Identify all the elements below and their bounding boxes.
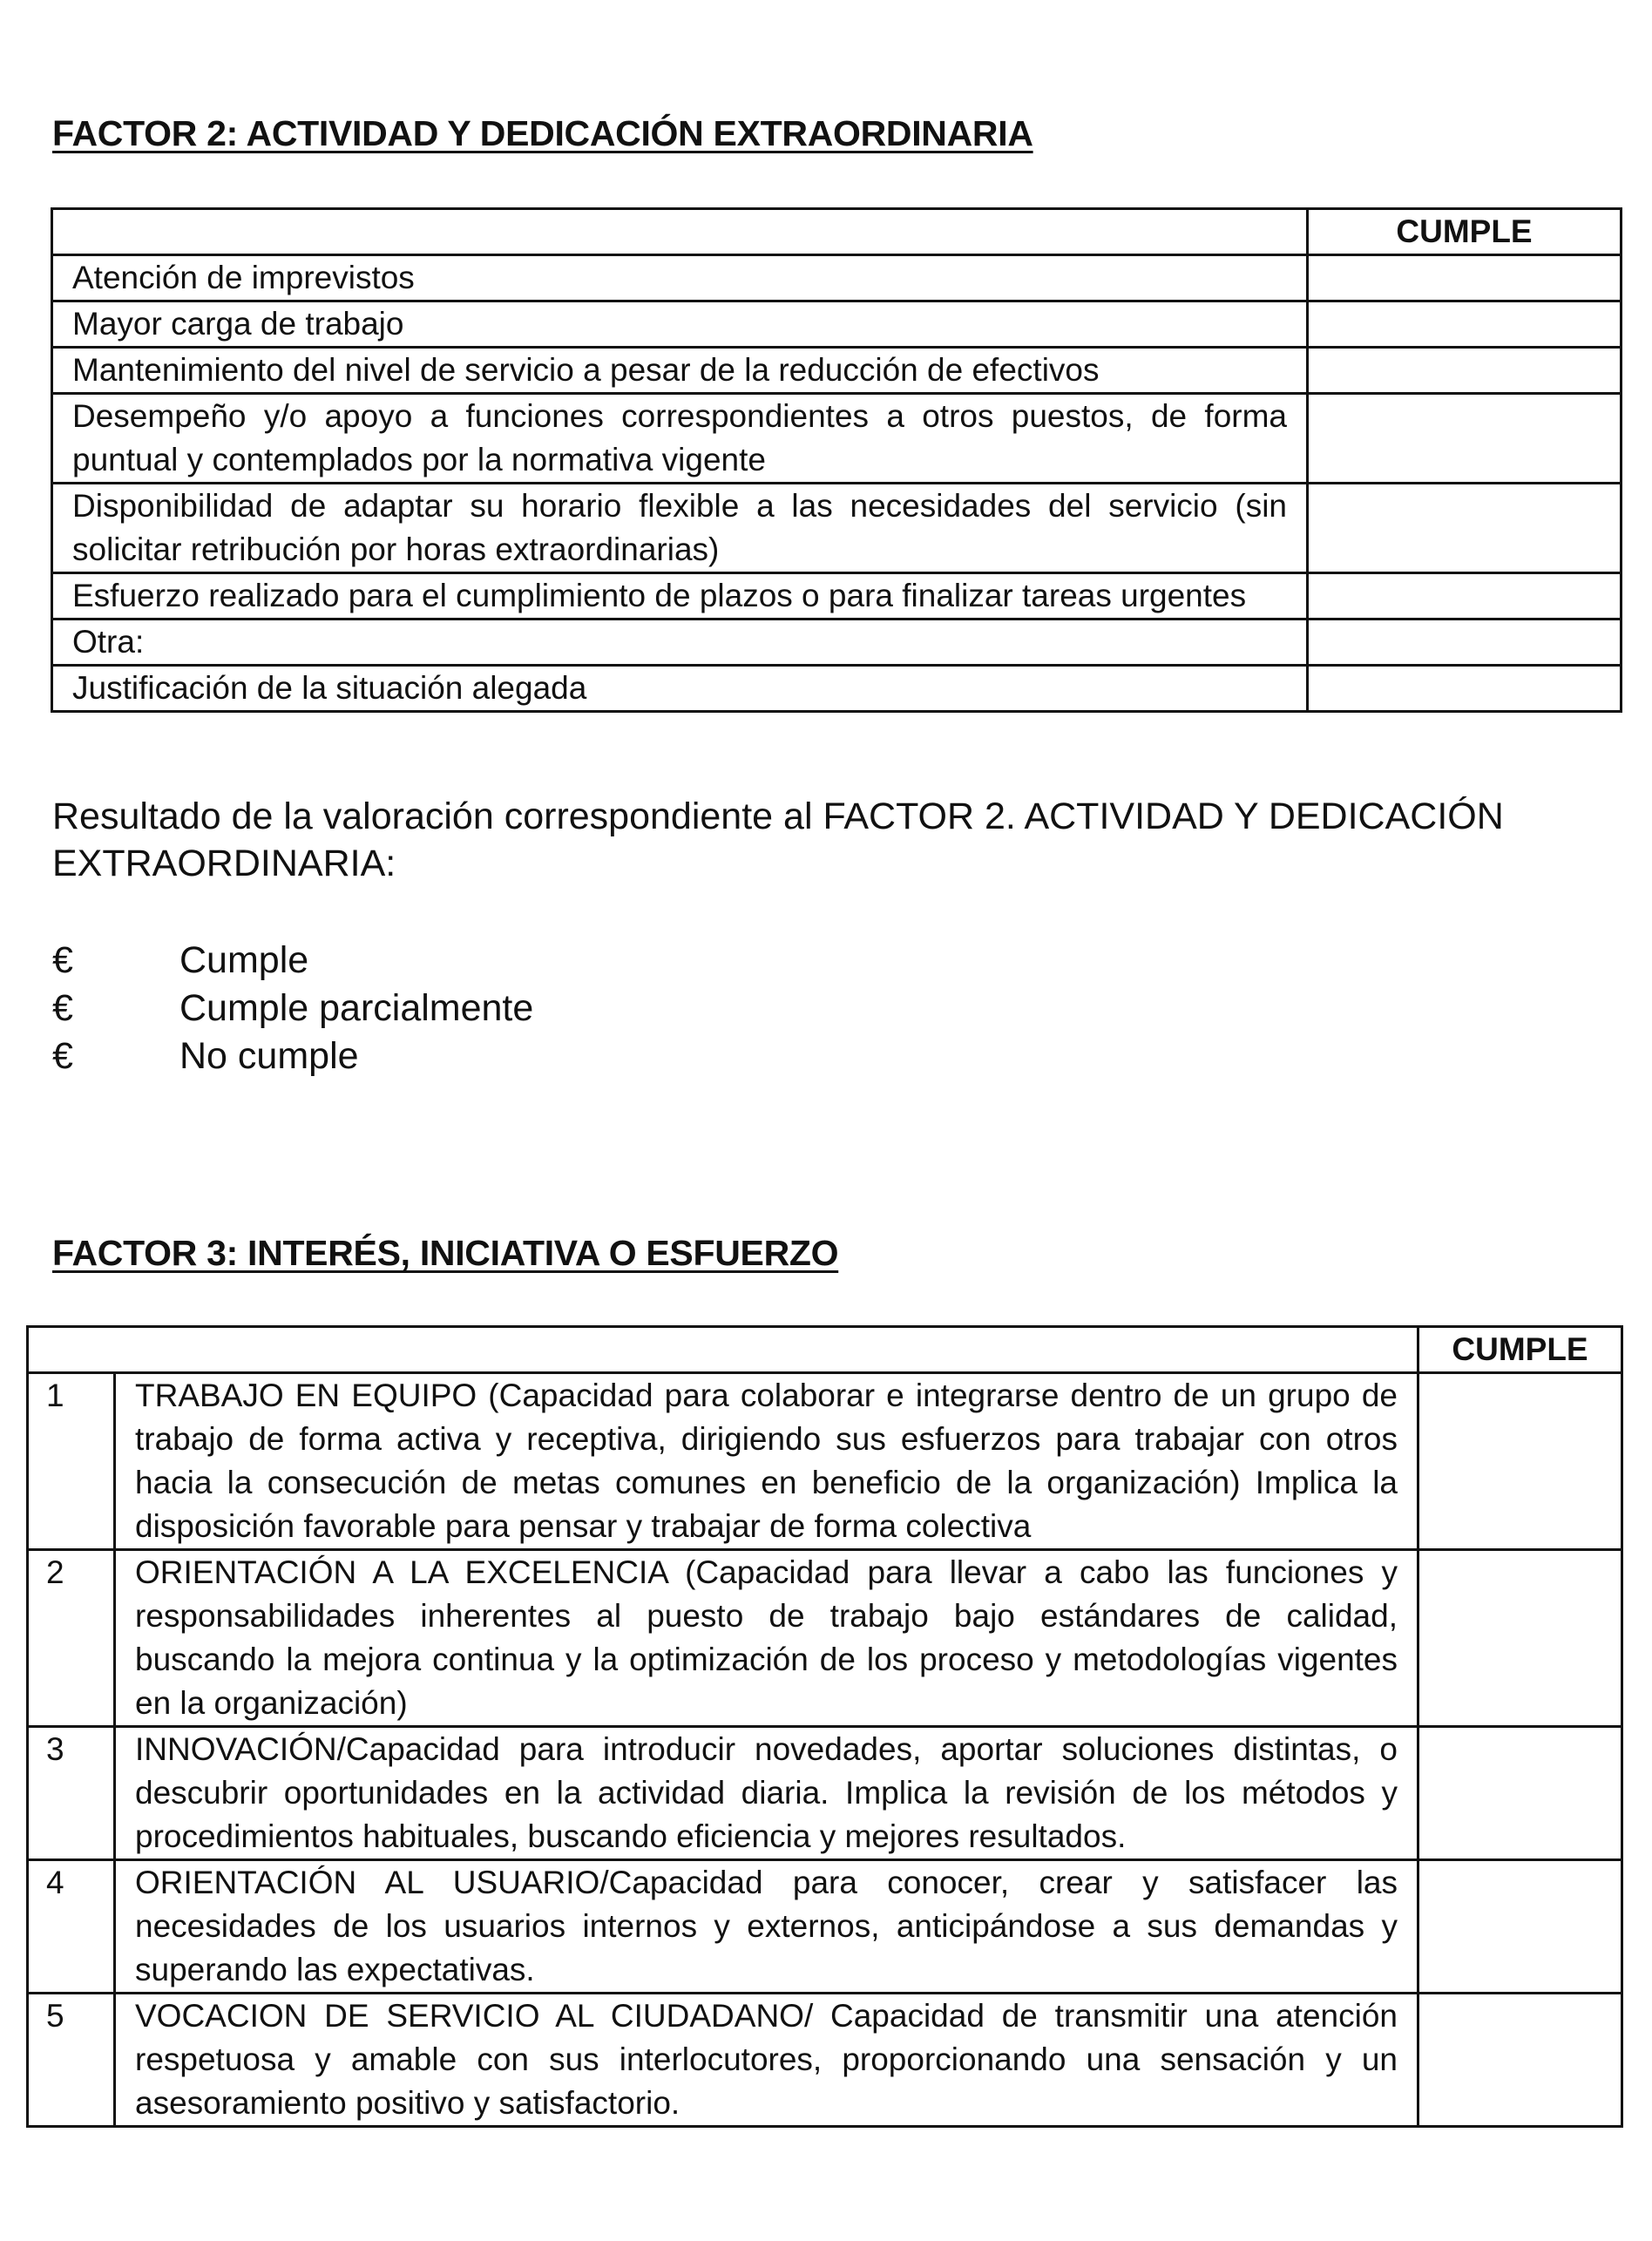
factor2-cumple-cell[interactable] [1308,301,1622,348]
table-row [28,1550,1622,1727]
table-row [52,301,1622,348]
table-row [52,619,1622,666]
option-cumple-parcialmente[interactable] [52,985,533,1032]
checkbox-icon[interactable]: € [52,987,73,1029]
table-row [28,1727,1622,1860]
table-row [52,573,1622,619]
factor3-table [26,1325,1623,2128]
checkbox-icon[interactable]: € [52,939,73,981]
factor3-criterion: INNOVACIÓN/Capacidad para introducir novedades, aportar soluciones distintas, o descubrir oportunidades en la actividad diaria. Implica la revisión de los métodos y procedimientos habituales, buscando eficiencia y mejores resultados. [115,1727,1418,1860]
option-label: Cumple [179,939,309,981]
factor3-cumple-cell[interactable] [1418,1550,1622,1727]
factor3-cumple-cell[interactable] [1418,1860,1622,1994]
factor2-criterion: Esfuerzo realizado para el cumplimiento de plazos o para finalizar tareas urgentes [52,573,1308,619]
factor2-cumple-header: CUMPLE [1308,209,1622,255]
factor2-cumple-cell[interactable] [1308,348,1622,394]
factor2-criterion: Mantenimiento del nivel de servicio a pesar de la reducción de efectivos [52,348,1308,394]
factor3-header-row [28,1327,1622,1373]
factor3-row-number: 4 [28,1860,115,1994]
table-row [28,1994,1622,2127]
factor3-title: FACTOR 3: INTERÉS, INICIATIVA O ESFUERZO [52,1233,839,1273]
factor3-cumple-cell[interactable] [1418,1727,1622,1860]
table-row [52,255,1622,301]
factor2-cumple-cell[interactable] [1308,666,1622,712]
table-row [28,1860,1622,1994]
factor3-row-number: 1 [28,1373,115,1550]
factor3-cumple-cell[interactable] [1418,1994,1622,2127]
factor2-criterion: Mayor carga de trabajo [52,301,1308,348]
factor2-result-text: Resultado de la valoración correspondiente al FACTOR 2. ACTIVIDAD Y DEDICACIÓN EXTRAORDINARIA: [52,796,1504,884]
factor2-cumple-cell[interactable] [1308,619,1622,666]
checkbox-icon[interactable]: € [52,1035,73,1077]
factor2-cumple-cell[interactable] [1308,394,1622,484]
option-label: No cumple [179,1035,359,1077]
factor3-cumple-cell[interactable] [1418,1373,1622,1550]
factor2-table [51,207,1622,713]
table-row [52,394,1622,484]
option-cumple[interactable] [52,937,533,985]
factor2-cumple-cell[interactable] [1308,573,1622,619]
option-no-cumple[interactable] [52,1032,533,1080]
factor3-row-number: 2 [28,1550,115,1727]
factor2-criterion: Desempeño y/o apoyo a funciones correspondientes a otros puestos, de forma puntual y contemplados por la normativa vigente [52,394,1308,484]
factor3-criterion: ORIENTACIÓN AL USUARIO/Capacidad para conocer, crear y satisfacer las necesidades de los usuarios internos y externos, anticipándose a sus demandas y superando las expectativas. [115,1860,1418,1994]
factor2-header-blank [52,209,1308,255]
factor2-criterion: Atención de imprevistos [52,255,1308,301]
table-row [28,1373,1622,1550]
factor2-criterion: Otra: [52,619,1308,666]
factor2-cumple-cell[interactable] [1308,484,1622,573]
table-row [52,666,1622,712]
table-row [52,348,1622,394]
factor3-criterion: TRABAJO EN EQUIPO (Capacidad para colaborar e integrarse dentro de un grupo de trabajo de forma activa y receptiva, dirigiendo sus esfuerzos para trabajar con otros hacia la consecución de metas comunes en beneficio de la organización) Implica la disposición favorable para pensar y trabajar de forma colectiva [115,1373,1418,1550]
factor2-title: FACTOR 2: ACTIVIDAD Y DEDICACIÓN EXTRAORDINARIA [52,113,1033,153]
factor3-header-blank [28,1327,1418,1373]
table-row [52,484,1622,573]
factor2-criterion: Disponibilidad de adaptar su horario flexible a las necesidades del servicio (sin solicitar retribución por horas extraordinarias) [52,484,1308,573]
factor3-row-number: 5 [28,1994,115,2127]
result-options [52,937,533,1080]
factor3-row-number: 3 [28,1727,115,1860]
factor2-criterion: Justificación de la situación alegada [52,666,1308,712]
factor3-cumple-header: CUMPLE [1418,1327,1622,1373]
option-label: Cumple parcialmente [179,987,534,1029]
factor2-cumple-cell[interactable] [1308,255,1622,301]
factor3-criterion: ORIENTACIÓN A LA EXCELENCIA (Capacidad para llevar a cabo las funciones y responsabilidades inherentes al puesto de trabajo bajo estándares de calidad, buscando la mejora continua y la optimización de los proceso y metodologías vigentes en la organización) [115,1550,1418,1727]
factor2-header-row [52,209,1622,255]
factor3-criterion: VOCACION DE SERVICIO AL CIUDADANO/ Capacidad de transmitir una atención respetuosa y amable con sus interlocutores, proporcionando una sensación y un asesoramiento positivo y satisfactorio. [115,1994,1418,2127]
